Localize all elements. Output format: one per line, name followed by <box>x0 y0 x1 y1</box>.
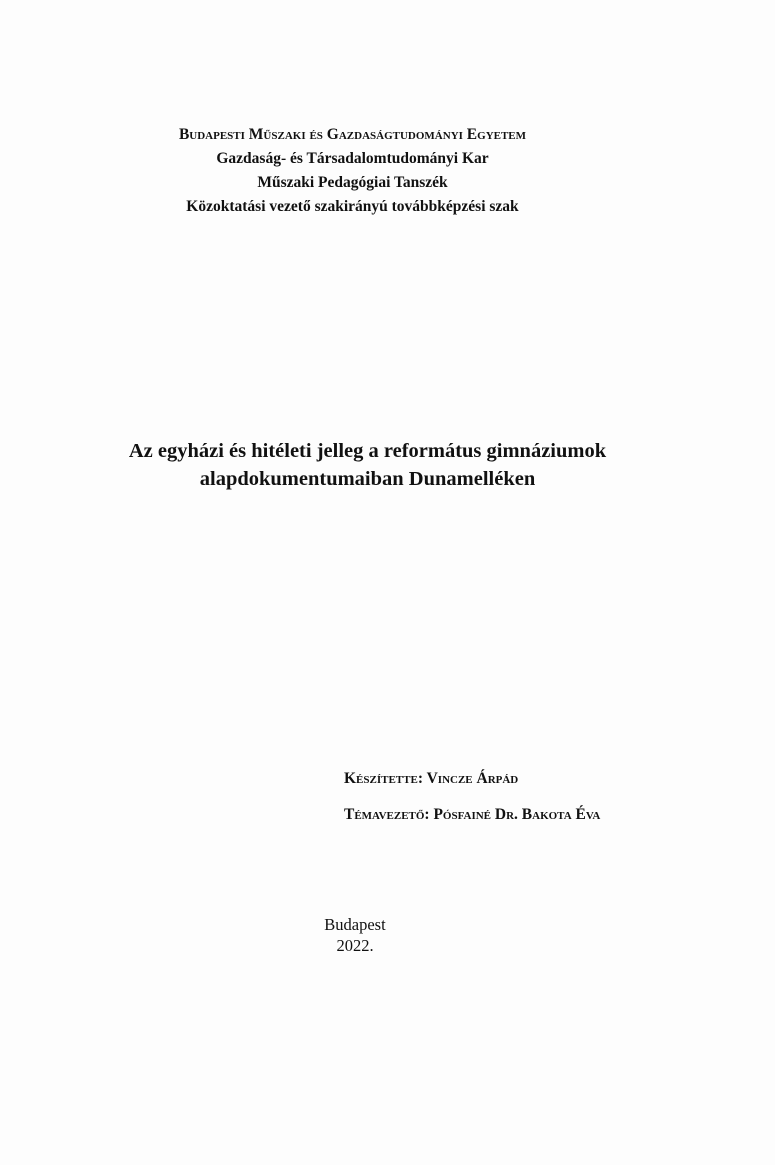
supervisor-name: Pósfainé Dr. Bakota Éva <box>433 806 601 823</box>
supervisor-label: Témavezető: <box>344 806 430 823</box>
thesis-title <box>0 437 735 493</box>
university-name: Budapesti Műszaki és Gazdaságtudományi Egyetem <box>178 126 527 143</box>
thesis-title-line-2: alapdokumentumaiban Dunamelléken <box>199 468 536 490</box>
year: 2022. <box>336 936 374 955</box>
department-name: Műszaki Pedagógiai Tanszék <box>257 174 448 191</box>
program-name: Közoktatási vezető szakirányú továbbképzési szak <box>186 198 519 215</box>
thesis-title-line-1: Az egyházi és hitéleti jelleg a református gimnáziumok <box>128 440 607 462</box>
faculty-name: Gazdaság- és Társadalomtudományi Kar <box>216 150 489 167</box>
place-and-date <box>0 914 710 956</box>
city: Budapest <box>324 915 386 934</box>
institution-header <box>0 123 705 219</box>
supervisor-line <box>344 806 600 824</box>
author-line <box>344 770 518 788</box>
author-name: Vincze Árpád <box>426 770 519 787</box>
author-label: Készítette: <box>344 770 423 787</box>
